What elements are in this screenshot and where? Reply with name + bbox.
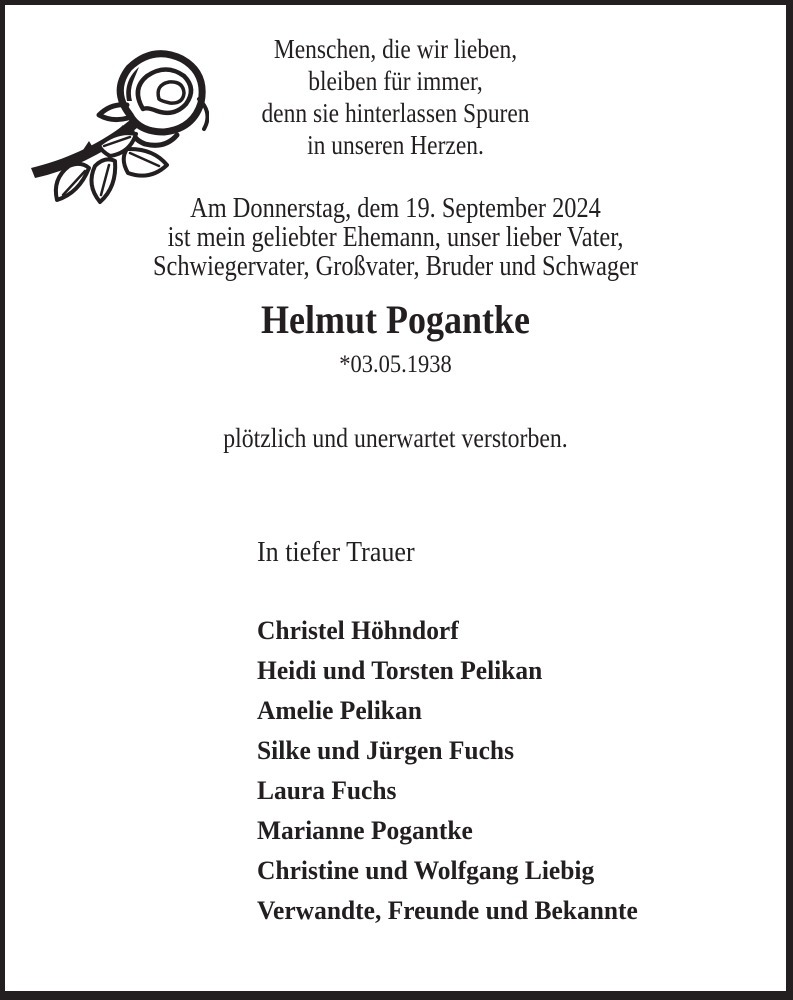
- announcement-line: Am Donnerstag, dem 19. September 2024: [190, 193, 601, 224]
- announcement-line: Schwiegervater, Großvater, Bruder und Schwager: [152, 251, 639, 282]
- mourner-name: Christine und Wolfgang Liebig: [257, 856, 595, 885]
- obituary-content: [5, 5, 786, 991]
- mourner-name: Amelie Pelikan: [257, 696, 422, 725]
- death-announcement: [56, 194, 735, 281]
- mourning-heading: In tiefer Trauer: [257, 537, 415, 568]
- birth-date: *03.05.1938: [339, 351, 452, 378]
- mourner-name: Laura Fuchs: [257, 776, 397, 805]
- mourner-name: Silke und Jürgen Fuchs: [257, 736, 515, 765]
- poem-line: Menschen, die wir lieben,: [273, 34, 518, 64]
- announcement-line: ist mein geliebter Ehemann, unser lieber Vater,: [167, 222, 624, 253]
- poem-line: in unseren Herzen.: [307, 130, 484, 160]
- deceased-name: Helmut Pogantke: [261, 297, 530, 342]
- poem-line: bleiben für immer,: [308, 66, 483, 96]
- poem-line: denn sie hinterlassen Spuren: [261, 98, 530, 128]
- mourner-name: Christel Höhndorf: [257, 616, 459, 645]
- mourners-list: [257, 611, 638, 931]
- mourner-name: Heidi und Torsten Pelikan: [257, 656, 543, 685]
- memorial-poem: [56, 33, 735, 161]
- mourner-name: Verwandte, Freunde und Bekannte: [257, 896, 638, 925]
- mourner-name: Marianne Pogantke: [257, 816, 473, 845]
- death-statement: plötzlich und unerwartet verstorben.: [223, 423, 568, 453]
